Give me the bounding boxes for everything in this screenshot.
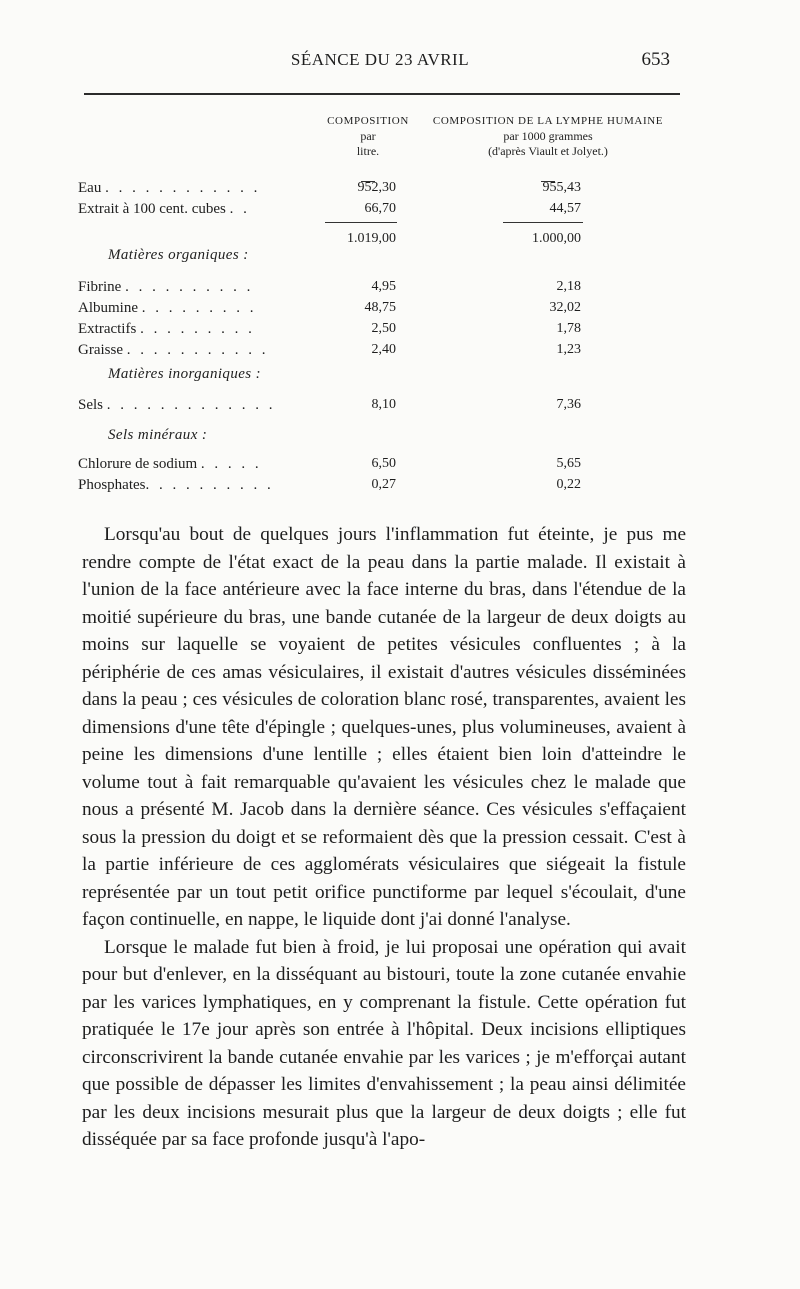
table-row: Fibrine . . . . . . . . . . 4,95 2,18 [78, 279, 581, 295]
table-row: Graisse . . . . . . . . . . . 2,40 1,23 [78, 342, 581, 358]
page-number: 653 [641, 49, 670, 70]
page-title: SÉANCE DU 23 AVRIL [290, 50, 470, 69]
table-row: Sels . . . . . . . . . . . . . 8,10 7,36 [78, 397, 581, 413]
table-row: Phosphates. . . . . . . . . . 0,27 0,22 [78, 477, 581, 493]
body-text [82, 521, 686, 1154]
sum-rule [325, 222, 397, 223]
section-heading-organic: Matières organiques : [108, 247, 249, 263]
table-row: Chlorure de sodium . . . . . 6,50 5,65 [78, 456, 581, 472]
table-row: Albumine . . . . . . . . . 48,75 32,02 [78, 300, 581, 316]
table-row: Eau . . . . . . . . . . . . 952,30 955,43 [78, 180, 581, 196]
header-rule [84, 93, 680, 95]
paragraph: Lorsqu'au bout de quelques jours l'inflammation fut éteinte, je pus me rendre compte de l'état exact de la peau dans la partie malade. Il existait à l'union de la face antérieure avec la face interne du bras, dans l'étendue de la moitié supérieure du bras, une bande cutanée de la largeur de deux doigts au moins sur laquelle se voyaient de petites vésicules confluentes ; à la périphérie de ces amas vésiculaires, il existait d'autres vésicules disséminées dans la peau ; ces vésicules de coloration blanc rosé, transparentes, avaient les dimensions d'une tête d'épingle ; quelques-unes, plus volumineuses, avaient à peine les dimensions d'une lentille ; elles étaient bien loin d'atteindre le volume tout à fait remarquable qu'avaient les vésicules chez le malade que nous a présenté M. Jacob dans la dernière séance. Ces vésicules s'effaçaient sous la pression du doigt et se reformaient dès que la pression cessait. C'est à la partie inférieure de ces agglomérats vésiculaires que siégeait la fistule représentée par un tout petit orifice punctiforme par lequel s'écoulait, d'une façon continuelle, en nappe, le liquide dont j'ai donné l'analyse. [82, 524, 686, 930]
column-heading-human-lymph: COMPOSITION DE LA LYMPHE HUMAINE par 1000 grammes (d'après Viault et Jolyet.) [432, 115, 664, 158]
section-heading-minerals: Sels minéraux : [108, 427, 208, 443]
section-heading-inorganic: Matières inorganiques : [108, 366, 262, 382]
table-total-row: 1.019,00 1.000,00 [347, 231, 581, 246]
column-heading-per-litre: COMPOSITION par litre. [327, 115, 409, 158]
table-row: Extrait à 100 cent. cubes . . 66,70 44,57 [78, 201, 581, 217]
table-row: Extractifs . . . . . . . . . 2,50 1,78 [78, 321, 581, 337]
paragraph: Lorsque le malade fut bien à froid, je lui proposai une opération qui avait pour but d'enlever, en la disséquant au bistouri, toute la zone cutanée envahie par les varices lymphatiques, en y comprenant la fistule. Cette opération fut pratiquée le 17e jour après son entrée à l'hôpital. Deux incisions elliptiques circonscrivirent la bande cutanée envahie par les varices ; je m'efforçai autant que possible de dépasser les limites d'envahissement ; la peau ainsi délimitée par les deux incisions mesurait plus que la largeur de deux doigts ; elle fut disséquée par sa face profonde jusqu'à l'apo- [82, 936, 686, 1150]
sum-rule [503, 222, 583, 223]
running-header [78, 50, 682, 78]
